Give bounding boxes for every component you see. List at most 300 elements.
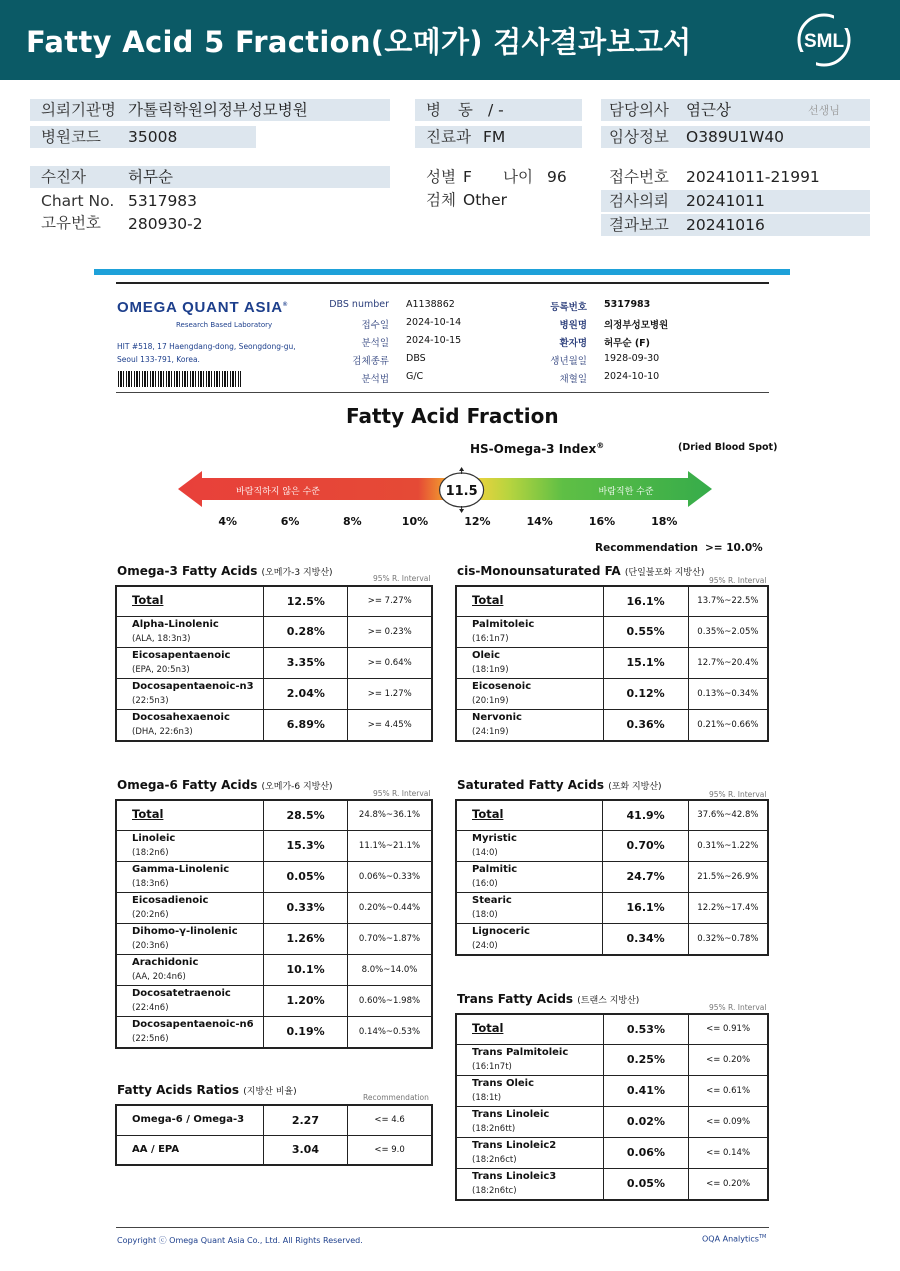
dept-label: 진료과 xyxy=(426,128,471,146)
chart-label: Chart No. xyxy=(41,192,115,210)
sfa-total-label-cell xyxy=(456,800,603,830)
omega3-name-cell xyxy=(116,709,264,741)
address-line-2: Seoul 133-791, Korea. xyxy=(117,355,200,364)
omega6-abbr: (18:2n6) xyxy=(132,847,169,858)
mufa-abbr: (24:1n9) xyxy=(472,726,509,737)
method-label: 분석법 xyxy=(361,374,389,385)
index-title xyxy=(470,441,604,456)
omega3-name-cell xyxy=(116,616,264,647)
trans-name-cell xyxy=(456,1044,603,1075)
trans-row xyxy=(456,1168,768,1200)
sfa-range: 21.5%~26.9% xyxy=(688,861,768,892)
doctor-suffix: 선생님 xyxy=(808,104,840,117)
clinical-value: O389U1W40 xyxy=(686,128,785,146)
mufa-name-cell xyxy=(456,616,603,647)
mufa-value: 15.1% xyxy=(603,647,688,678)
dept-value: FM xyxy=(483,128,506,146)
ratio-name-cell xyxy=(116,1105,263,1135)
mufa-title xyxy=(457,564,704,578)
ratio-value: 3.04 xyxy=(263,1135,347,1165)
header-bar xyxy=(0,0,900,80)
mufa-abbr: (18:1n9) xyxy=(472,664,509,675)
result-value: 20241016 xyxy=(686,216,765,234)
gauge-tick-label: 14% xyxy=(526,515,553,528)
index-title-mark: ® xyxy=(596,441,605,450)
omega6-range: 0.06%~0.33% xyxy=(348,861,433,892)
analyzed-label: 분석일 xyxy=(361,338,389,349)
omega6-name-cell xyxy=(116,830,264,861)
ratios-title-en: Fatty Acids Ratios xyxy=(117,1083,240,1097)
reg-label: 등록번호 xyxy=(550,302,587,313)
omega3-name: Alpha-Linolenic xyxy=(132,618,219,630)
omega6-interval-label: 95% R. Interval xyxy=(373,789,431,798)
trans-name-cell xyxy=(456,1137,603,1168)
ratio-row xyxy=(116,1135,432,1165)
omega6-name: Linoleic xyxy=(132,832,176,844)
ratio-name: Omega-6 / Omega-3 xyxy=(132,1114,245,1126)
ratios-recommendation-label: Recommendation xyxy=(363,1093,429,1102)
trans-title-en: Trans Fatty Acids xyxy=(457,992,574,1006)
omega6-table xyxy=(115,799,433,1049)
chart-value: 5317983 xyxy=(128,192,198,210)
trans-name-cell xyxy=(456,1106,603,1137)
age-label: 나이 xyxy=(503,168,533,186)
sml-logo-text: SML xyxy=(803,31,845,52)
mufa-name-cell xyxy=(456,647,603,678)
trans-title xyxy=(457,992,639,1006)
omega3-value: 6.89% xyxy=(264,709,348,741)
sfa-title-en: Saturated Fatty Acids xyxy=(457,778,604,792)
sfa-name: Palmitic xyxy=(472,863,518,875)
omega6-range: 0.60%~1.98% xyxy=(348,985,433,1016)
sfa-name: Myristic xyxy=(472,832,517,844)
request-label: 검사의뢰 xyxy=(609,192,669,210)
recommendation-label: Recommendation xyxy=(595,542,699,554)
dbs-label: DBS number xyxy=(329,299,389,310)
omega3-row xyxy=(116,647,432,678)
mufa-value: 0.36% xyxy=(603,709,688,741)
omega3-range: >= 1.27% xyxy=(348,678,432,709)
mufa-abbr: (16:1n7) xyxy=(472,633,509,644)
sfa-abbr: (18:0) xyxy=(472,909,498,920)
trans-value: 0.02% xyxy=(603,1106,688,1137)
receipt-value: 20241011-21991 xyxy=(686,168,820,186)
ward-value: / - xyxy=(488,101,504,119)
omega6-range: 0.20%~0.44% xyxy=(348,892,433,923)
dob-value: 1928-09-30 xyxy=(604,353,660,364)
trans-name-cell xyxy=(456,1168,603,1200)
ratios-title-ko: (지방산 비율) xyxy=(243,1087,297,1097)
sfa-table xyxy=(455,799,769,956)
age-value: 96 xyxy=(547,168,567,186)
omega6-name-cell xyxy=(116,892,264,923)
ratios-title xyxy=(117,1083,297,1097)
sfa-value: 0.70% xyxy=(603,830,688,861)
gauge-tick-label: 16% xyxy=(588,515,616,528)
omega6-name: Eicosadienoic xyxy=(132,894,209,906)
sfa-total-range: 37.6%~42.8% xyxy=(688,800,768,830)
omega6-row xyxy=(116,892,432,923)
omega3-name: Docosahexaenoic xyxy=(132,711,230,723)
omega3-range: >= 4.45% xyxy=(348,709,432,741)
mufa-value: 0.12% xyxy=(603,678,688,709)
omega3-value: 0.28% xyxy=(264,616,348,647)
ratio-row xyxy=(116,1105,432,1135)
report-header-rule xyxy=(116,392,769,393)
mufa-row xyxy=(456,709,768,741)
omega6-abbr: (22:4n6) xyxy=(132,1002,169,1013)
omega3-title-ko: (오메가-3 지방산) xyxy=(261,568,333,578)
omega3-index-gauge xyxy=(178,466,714,518)
sfa-total-label: Total xyxy=(472,807,504,822)
sfa-row xyxy=(456,861,768,892)
omega6-total-row xyxy=(116,800,432,830)
omega6-range: 8.0%~14.0% xyxy=(348,954,433,985)
mufa-total-range: 13.7%~22.5% xyxy=(688,586,768,616)
mufa-range: 0.21%~0.66% xyxy=(688,709,768,741)
trans-value: 0.05% xyxy=(603,1168,688,1200)
omega6-row xyxy=(116,830,432,861)
gauge-tick-label: 18% xyxy=(651,515,678,528)
omega6-name: Gamma-Linolenic xyxy=(132,863,230,875)
omega6-range: 0.14%~0.53% xyxy=(348,1016,433,1048)
omega3-name: Eicosapentaenoic xyxy=(132,649,231,661)
ratio-range: <= 9.0 xyxy=(348,1135,432,1165)
trans-name: Trans Linoleic3 xyxy=(472,1170,557,1182)
logo-subtitle: Research Based Laboratory xyxy=(176,321,273,329)
ratio-name-cell xyxy=(116,1135,263,1165)
sfa-value: 0.34% xyxy=(603,923,688,955)
gauge-tick-label: 6% xyxy=(280,515,300,528)
omega6-name-cell xyxy=(116,861,264,892)
gauge-marker xyxy=(440,467,484,513)
mufa-name: Oleic xyxy=(472,649,501,661)
sex-value: F xyxy=(463,168,472,186)
trans-range: <= 0.61% xyxy=(689,1075,768,1106)
trans-value: 0.06% xyxy=(603,1137,688,1168)
hospital-code-value: 35008 xyxy=(128,128,178,146)
method-value: G/C xyxy=(406,371,424,382)
sex-label: 성별 xyxy=(426,168,456,186)
trans-range: <= 0.20% xyxy=(689,1044,768,1075)
sfa-interval-label: 95% R. Interval xyxy=(709,790,767,799)
mufa-abbr: (20:1n9) xyxy=(472,695,509,706)
omega6-title-ko: (오메가-6 지방산) xyxy=(261,782,333,792)
sfa-row xyxy=(456,923,768,955)
omega6-value: 1.26% xyxy=(264,923,348,954)
omega6-total-label-cell xyxy=(116,800,264,830)
omega6-name-cell xyxy=(116,985,264,1016)
oqa-analytics-text: OQA Analytics xyxy=(702,1234,759,1244)
patient-label: 수진자 xyxy=(41,168,86,186)
institution-label: 의뢰기관명 xyxy=(41,101,116,119)
trans-total-value: 0.53% xyxy=(603,1014,688,1044)
sample-note: (Dried Blood Spot) xyxy=(678,442,778,453)
ratio-name: AA / EPA xyxy=(132,1143,180,1155)
mufa-name-cell xyxy=(456,678,603,709)
mufa-interval-label: 95% R. Interval xyxy=(709,576,767,585)
omega6-row xyxy=(116,985,432,1016)
trans-range: <= 0.09% xyxy=(689,1106,768,1137)
mufa-total-label: Total xyxy=(472,593,504,608)
omega-quant-logo xyxy=(117,299,288,316)
sfa-name: Lignoceric xyxy=(472,925,530,937)
omega6-abbr: (AA, 20:4n6) xyxy=(132,971,186,982)
mufa-name-cell xyxy=(456,709,603,741)
trans-name: Trans Oleic xyxy=(472,1077,535,1089)
trans-abbr: (18:1t) xyxy=(472,1092,502,1103)
omega-quant-logo-text: OMEGA QUANT ASIA xyxy=(117,299,283,316)
omega6-value: 15.3% xyxy=(264,830,348,861)
omega6-row xyxy=(116,1016,432,1048)
sfa-row xyxy=(456,830,768,861)
unique-label: 고유번호 xyxy=(41,214,101,232)
mufa-title-ko: (단일불포화 지방산) xyxy=(624,568,705,578)
received-value: 2024-10-14 xyxy=(406,317,462,328)
specimen-value: Other xyxy=(463,191,508,209)
mufa-total-value: 16.1% xyxy=(603,586,688,616)
omega6-name-cell xyxy=(116,1016,264,1048)
mufa-total-label-cell xyxy=(456,586,603,616)
omega6-abbr: (20:3n6) xyxy=(132,940,169,951)
omega6-abbr: (22:5n6) xyxy=(132,1033,169,1044)
mufa-row xyxy=(456,616,768,647)
trans-range: <= 0.14% xyxy=(689,1137,768,1168)
omega3-abbr: (DHA, 22:6n3) xyxy=(132,726,193,737)
omega6-name: Docosatetraenoic xyxy=(132,987,231,999)
mufa-range: 12.7%~20.4% xyxy=(688,647,768,678)
sfa-range: 0.31%~1.22% xyxy=(688,830,768,861)
omega3-range: >= 0.23% xyxy=(348,616,432,647)
omega6-abbr: (18:3n6) xyxy=(132,878,169,889)
oqa-analytics xyxy=(702,1234,766,1244)
omega6-title-en: Omega-6 Fatty Acids xyxy=(117,778,258,792)
gauge-left-label: 바람직하지 않은 수준 xyxy=(236,487,320,497)
recommendation-value: >= 10.0% xyxy=(705,542,763,554)
omega6-row xyxy=(116,954,432,985)
omega3-row xyxy=(116,616,432,647)
omega6-name-cell xyxy=(116,954,264,985)
trans-title-ko: (트랜스 지방산) xyxy=(577,996,640,1006)
clinical-label: 임상정보 xyxy=(609,128,669,146)
trans-table xyxy=(455,1013,769,1201)
trans-name: Trans Linoleic2 xyxy=(472,1139,557,1151)
report-title: Fatty Acid 5 Fraction(오메가) 검사결과보고서 xyxy=(26,25,692,59)
collected-label: 채혈일 xyxy=(559,374,587,385)
sfa-abbr: (14:0) xyxy=(472,847,498,858)
sfa-value: 24.7% xyxy=(603,861,688,892)
trans-range: <= 0.20% xyxy=(689,1168,768,1200)
omega3-value: 3.35% xyxy=(264,647,348,678)
mufa-value: 0.55% xyxy=(603,616,688,647)
gauge-value: 11.5 xyxy=(445,484,478,499)
gauge-tick-label: 10% xyxy=(401,515,429,528)
doctor-value: 염근상 xyxy=(686,101,731,119)
section-divider xyxy=(94,269,790,275)
trans-name: Trans Linoleic xyxy=(472,1108,550,1120)
trans-total-row xyxy=(456,1014,768,1044)
sfa-row xyxy=(456,892,768,923)
omega6-range: 11.1%~21.1% xyxy=(348,830,433,861)
omega6-value: 0.05% xyxy=(264,861,348,892)
omega6-value: 10.1% xyxy=(264,954,348,985)
omega6-name: Arachidonic xyxy=(132,956,199,968)
mufa-row xyxy=(456,678,768,709)
trans-name: Trans Palmitoleic xyxy=(472,1046,569,1058)
omega3-table xyxy=(115,585,433,742)
address-line-1: HIT #518, 17 Haengdang-dong, Seongdong-gu, xyxy=(117,342,296,351)
gauge-tick-label: 12% xyxy=(464,515,491,528)
omega6-name-cell xyxy=(116,923,264,954)
trans-abbr: (18:2n6tc) xyxy=(472,1185,517,1196)
sfa-name-cell xyxy=(456,830,603,861)
omega3-interval-label: 95% R. Interval xyxy=(373,574,431,583)
sfa-value: 16.1% xyxy=(603,892,688,923)
trans-total-label: Total xyxy=(472,1021,504,1036)
mufa-name: Palmitoleic xyxy=(472,618,535,630)
mufa-name: Eicosenoic xyxy=(472,680,532,692)
ratio-value: 2.27 xyxy=(263,1105,347,1135)
omega3-total-label-cell xyxy=(116,586,264,616)
trans-abbr: (18:2n6tt) xyxy=(472,1123,516,1134)
trans-row xyxy=(456,1106,768,1137)
oqa-analytics-mark: TM xyxy=(758,1234,767,1240)
mufa-title-en: cis-Monounsaturated FA xyxy=(457,564,621,578)
omega3-total-label: Total xyxy=(132,593,164,608)
hospital-label: 병원명 xyxy=(559,320,587,331)
sfa-abbr: (24:0) xyxy=(472,940,498,951)
omega3-row xyxy=(116,678,432,709)
trans-abbr: (16:1n7t) xyxy=(472,1061,512,1072)
hospital-value: 의정부성모병원 xyxy=(604,320,669,331)
hospital-code-label: 병원코드 xyxy=(41,128,101,146)
receipt-label: 접수번호 xyxy=(609,168,669,186)
trans-row xyxy=(456,1075,768,1106)
omega3-name-cell xyxy=(116,647,264,678)
gauge-tick-label: 8% xyxy=(343,515,362,528)
omega6-total-label: Total xyxy=(132,807,164,822)
fraction-title: Fatty Acid Fraction xyxy=(346,404,559,428)
dob-label: 생년월일 xyxy=(550,356,587,367)
omega6-range: 0.70%~1.87% xyxy=(348,923,433,954)
unique-value: 280930-2 xyxy=(128,215,203,233)
sample-type-label: 검체종류 xyxy=(352,356,389,367)
omega6-row xyxy=(116,861,432,892)
analyzed-value: 2024-10-15 xyxy=(406,335,462,346)
omega6-total-range: 24.8%~36.1% xyxy=(348,800,433,830)
patient-value: 허무순 xyxy=(128,168,173,186)
sfa-range: 12.2%~17.4% xyxy=(688,892,768,923)
reg-value: 5317983 xyxy=(604,299,651,310)
lab-address xyxy=(117,340,317,366)
omega6-row xyxy=(116,923,432,954)
trans-row xyxy=(456,1137,768,1168)
omega6-abbr: (20:2n6) xyxy=(132,909,169,920)
barcode xyxy=(118,371,241,387)
omega3-abbr: (EPA, 20:5n3) xyxy=(132,664,190,675)
omega3-name: Docosapentaenoic-n3 xyxy=(132,680,254,692)
collected-value: 2024-10-10 xyxy=(604,371,660,382)
omega3-range: >= 0.64% xyxy=(348,647,432,678)
omega6-value: 0.19% xyxy=(264,1016,348,1048)
mufa-row xyxy=(456,647,768,678)
report-patient-label: 환자명 xyxy=(559,338,587,349)
omega3-total-range: >= 7.27% xyxy=(348,586,432,616)
trans-value: 0.41% xyxy=(603,1075,688,1106)
sml-logo xyxy=(796,12,852,68)
copyright: Copyright ⓒ Omega Quant Asia Co., Ltd. All Rights Reserved. xyxy=(117,1236,363,1245)
sfa-title-ko: (포화 지방산) xyxy=(608,782,662,792)
omega3-total-value: 12.5% xyxy=(264,586,348,616)
report-patient-value: 허무순 (F) xyxy=(604,338,651,349)
trans-total-range: <= 0.91% xyxy=(689,1014,768,1044)
omega6-value: 1.20% xyxy=(264,985,348,1016)
gauge-right-label: 바람직한 수준 xyxy=(598,487,654,497)
omega3-abbr: (22:5n3) xyxy=(132,695,169,706)
result-label: 결과보고 xyxy=(609,216,669,234)
omega-quant-logo-mark: ® xyxy=(282,302,289,308)
trans-abbr: (18:2n6ct) xyxy=(472,1154,517,1165)
mufa-name: Nervonic xyxy=(472,711,522,723)
report-top-rule xyxy=(116,282,769,284)
sfa-range: 0.32%~0.78% xyxy=(688,923,768,955)
omega3-abbr: (ALA, 18:3n3) xyxy=(132,633,191,644)
doctor-label: 담당의사 xyxy=(609,101,669,119)
ratios-table xyxy=(115,1104,433,1166)
omega3-name-cell xyxy=(116,678,264,709)
index-title-text: HS-Omega-3 Index xyxy=(470,442,597,456)
omega3-title xyxy=(117,564,333,578)
omega3-row xyxy=(116,709,432,741)
sfa-abbr: (16:0) xyxy=(472,878,498,889)
specimen-label: 검체 xyxy=(426,191,456,209)
mufa-range: 0.35%~2.05% xyxy=(688,616,768,647)
trans-name-cell xyxy=(456,1075,603,1106)
omega6-name: Docosapentaenoic-n6 xyxy=(132,1018,254,1030)
trans-row xyxy=(456,1044,768,1075)
dbs-value: A1138862 xyxy=(406,299,455,310)
sfa-total-row xyxy=(456,800,768,830)
sfa-name: Stearic xyxy=(472,894,512,906)
institution-value: 가톨릭학원의정부성모병원 xyxy=(128,101,308,119)
received-label: 접수일 xyxy=(361,320,389,331)
mufa-total-row xyxy=(456,586,768,616)
ratio-range: <= 4.6 xyxy=(348,1105,432,1135)
gauge-tick-label: 4% xyxy=(218,515,238,528)
mufa-range: 0.13%~0.34% xyxy=(688,678,768,709)
trans-total-label-cell xyxy=(456,1014,603,1044)
sfa-name-cell xyxy=(456,861,603,892)
omega3-total-row xyxy=(116,586,432,616)
sfa-name-cell xyxy=(456,923,603,955)
omega3-title-en: Omega-3 Fatty Acids xyxy=(117,564,258,578)
sample-type-value: DBS xyxy=(406,353,426,364)
sfa-total-value: 41.9% xyxy=(603,800,688,830)
ward-label: 병 동 xyxy=(426,101,479,119)
footer-rule xyxy=(116,1227,769,1228)
omega3-value: 2.04% xyxy=(264,678,348,709)
sfa-name-cell xyxy=(456,892,603,923)
trans-value: 0.25% xyxy=(603,1044,688,1075)
sfa-title xyxy=(457,778,662,792)
trans-interval-label: 95% R. Interval xyxy=(709,1003,767,1012)
mufa-table xyxy=(455,585,769,742)
omega6-title xyxy=(117,778,333,792)
omega6-total-value: 28.5% xyxy=(264,800,348,830)
omega6-name: Dihomo-γ-linolenic xyxy=(132,925,238,937)
request-value: 20241011 xyxy=(686,192,765,210)
omega6-value: 0.33% xyxy=(264,892,348,923)
